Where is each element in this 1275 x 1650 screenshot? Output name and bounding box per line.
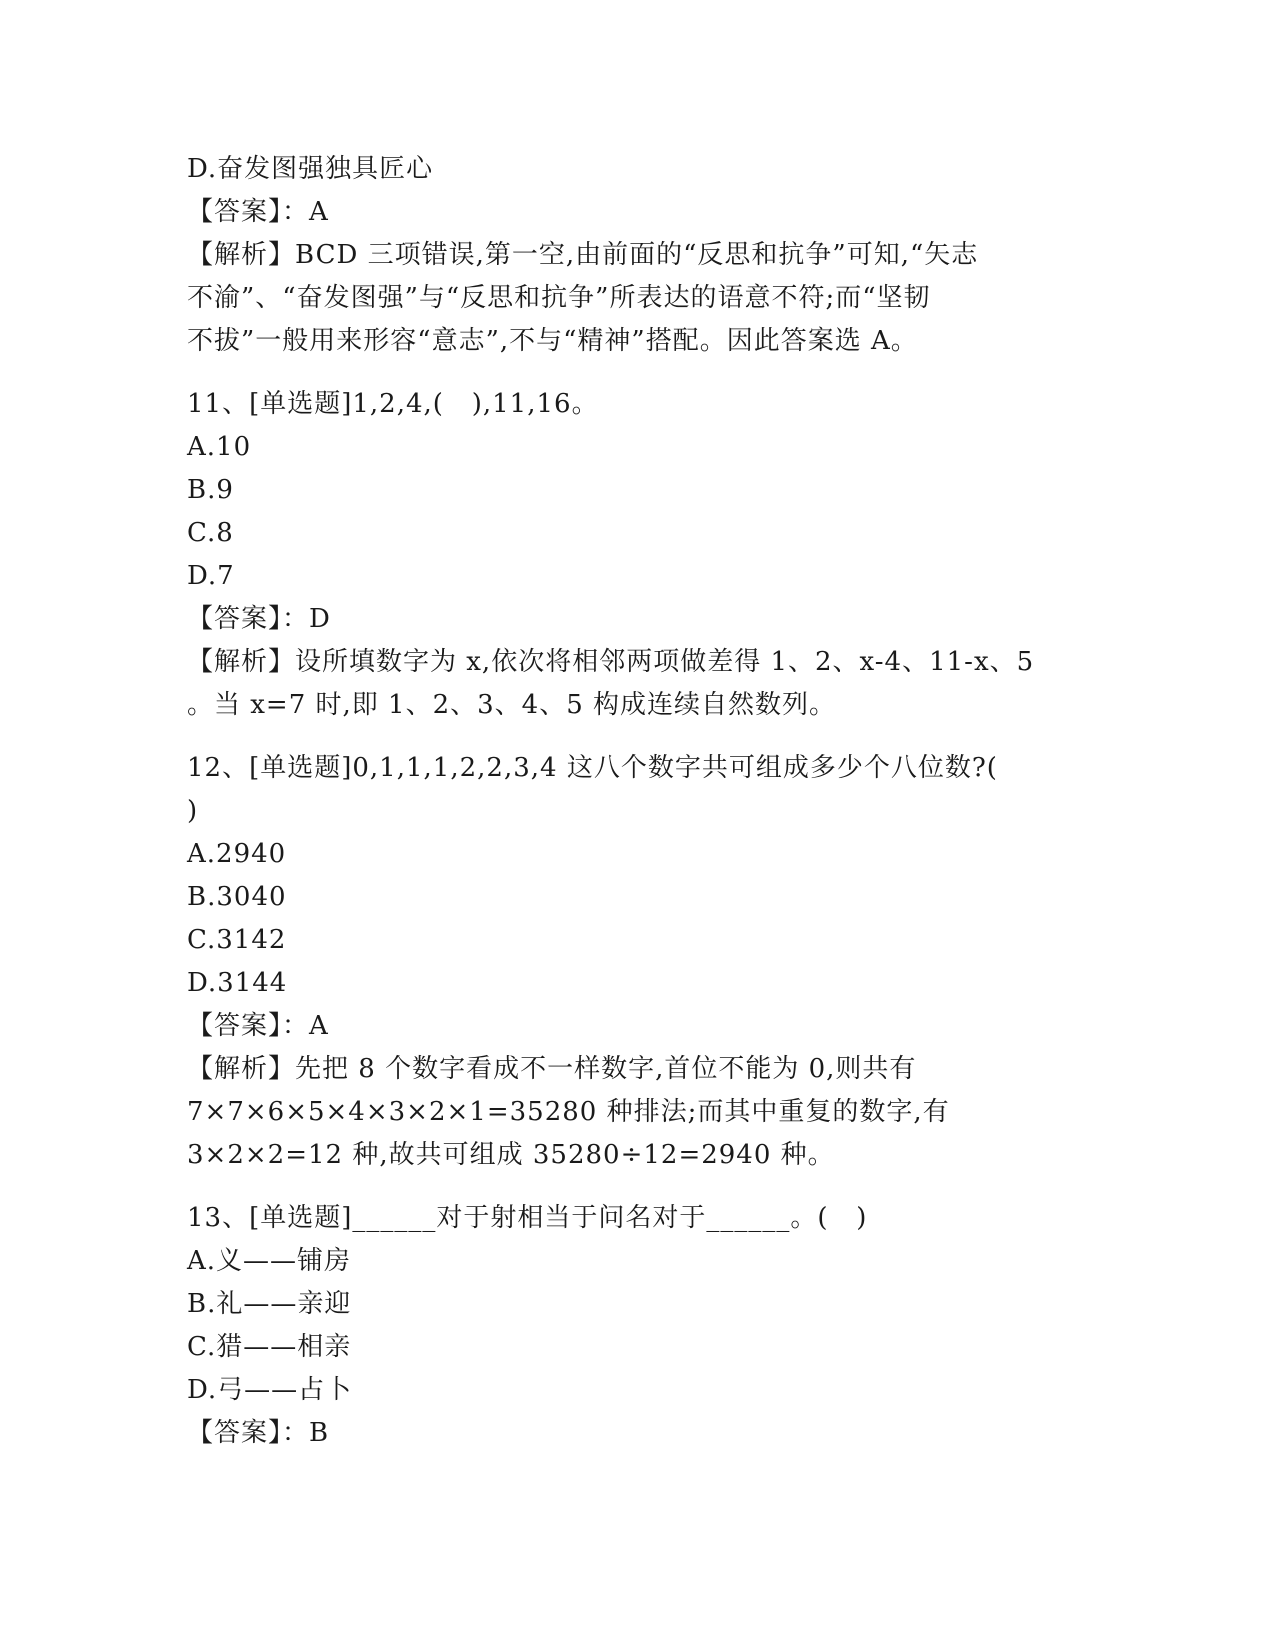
question-13-block xyxy=(187,1197,1087,1455)
question-10-block xyxy=(187,148,1087,363)
question-13-option-d: D.弓——占卜 xyxy=(187,1375,353,1405)
question-12-option-d: D.3144 xyxy=(187,968,288,998)
question-12-analysis-line: 7×7×6×5×4×3×2×1=35280 种排法;而其中重复的数字,有 xyxy=(187,1097,950,1127)
question-12-stem: 12、[单选题]0,1,1,1,2,2,3,4 这八个数字共可组成多少个八位数?( xyxy=(187,753,998,783)
question-10-analysis-line: 【解析】BCD 三项错误,第一空,由前面的“反思和抗争”可知,“矢志 xyxy=(187,240,979,270)
question-11-analysis-line: 【解析】设所填数字为 x,依次将相邻两项做差得 1、2、x-4、11-x、5 xyxy=(187,647,1035,677)
document-page xyxy=(187,148,1087,1455)
question-12-answer: 【答案】：A xyxy=(187,1011,329,1041)
question-11-option-c: C.8 xyxy=(187,518,234,548)
question-13-option-a: A.义——铺房 xyxy=(187,1246,352,1276)
question-13-option-c: C.猎——相亲 xyxy=(187,1332,352,1362)
question-12-block xyxy=(187,747,1087,1177)
question-13-option-b: B.礼——亲迎 xyxy=(187,1289,352,1319)
question-11-option-b: B.9 xyxy=(187,475,234,505)
question-13-stem: 13、[单选题]______对于射相当于问名对于______。( ) xyxy=(187,1203,868,1233)
question-12-option-b: B.3040 xyxy=(187,882,287,912)
question-11-answer: 【答案】：D xyxy=(187,604,331,634)
question-10-analysis-line: 不拔”一般用来形容“意志”,不与“精神”搭配。因此答案选 A。 xyxy=(187,326,918,356)
question-13-answer: 【答案】：B xyxy=(187,1418,330,1448)
question-11-option-d: D.7 xyxy=(187,561,235,591)
question-12-analysis-line: 3×2×2=12 种,故共可组成 35280÷12=2940 种。 xyxy=(187,1140,835,1170)
question-10-option-d: D.奋发图强独具匠心 xyxy=(187,154,434,184)
question-12-option-a: A.2940 xyxy=(187,839,287,869)
question-11-stem: 11、[单选题]1,2,4,( ),11,16。 xyxy=(187,389,599,419)
question-11-option-a: A.10 xyxy=(187,432,252,462)
question-11-block xyxy=(187,383,1087,727)
question-12-analysis-line: 【解析】先把 8 个数字看成不一样数字,首位不能为 0,则共有 xyxy=(187,1054,917,1084)
question-12-option-c: C.3142 xyxy=(187,925,287,955)
question-11-analysis-line: 。当 x=7 时,即 1、2、3、4、5 构成连续自然数列。 xyxy=(187,690,837,720)
question-10-analysis-line: 不渝”、“奋发图强”与“反思和抗争”所表达的语意不符;而“坚韧 xyxy=(187,283,931,313)
question-10-answer: 【答案】：A xyxy=(187,197,329,227)
question-12-stem: ) xyxy=(187,796,199,826)
